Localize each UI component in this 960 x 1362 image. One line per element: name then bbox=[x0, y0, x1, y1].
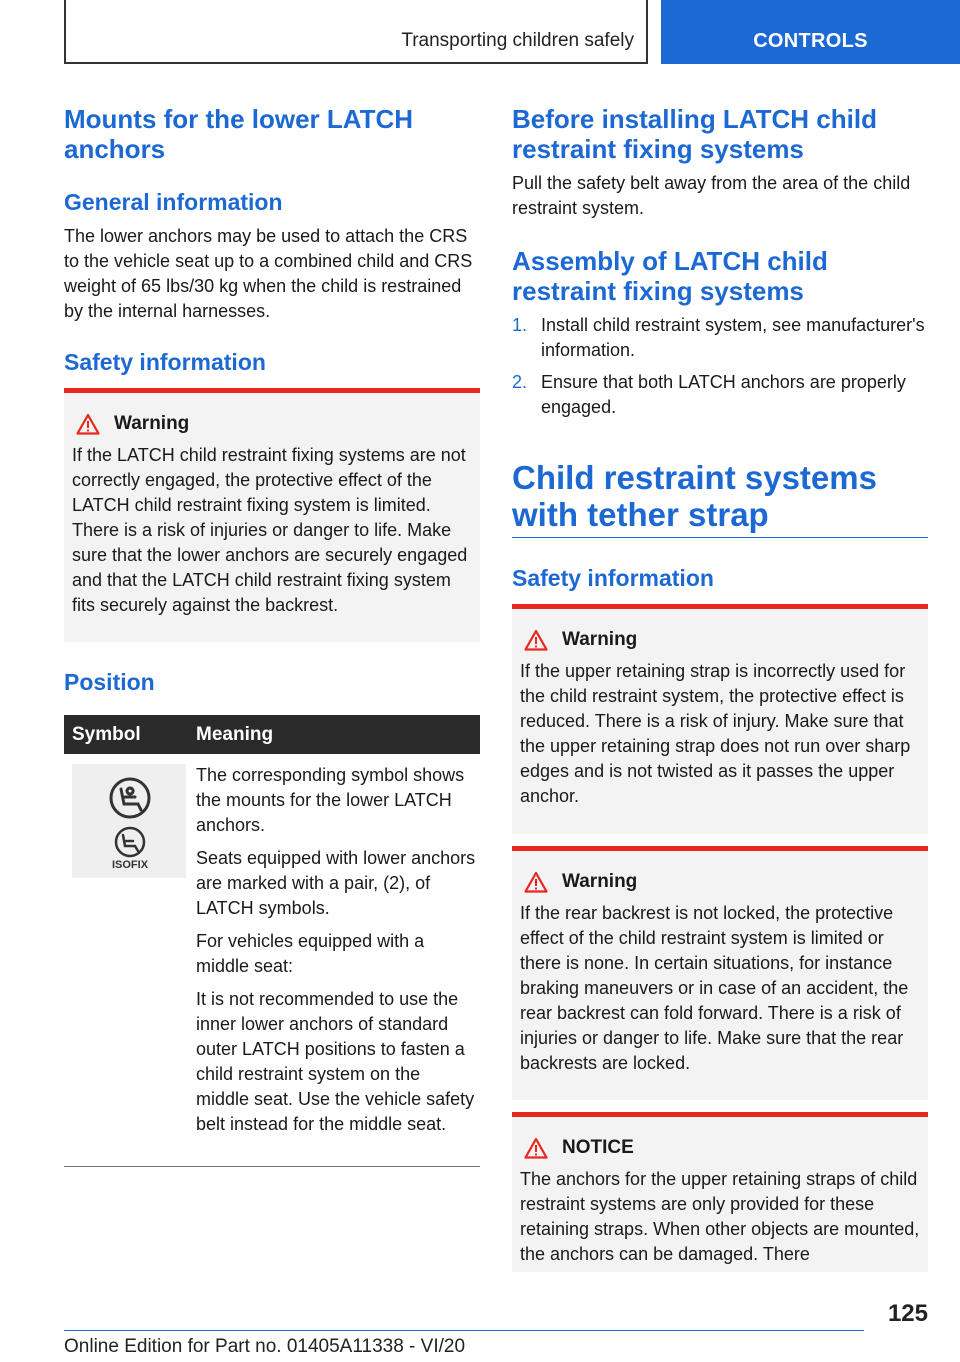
table-meaning-cell bbox=[196, 763, 476, 1145]
notice-box bbox=[512, 1112, 928, 1272]
section-title: Transporting children safely bbox=[401, 30, 634, 51]
meaning-paragraph: It is not recommended to use the inner lower anchors of standard outer LATCH positions to fasten a child restraint system on the middle seat. Use the vehicle safety belt instead for the middle seat. bbox=[196, 989, 475, 1134]
list-item bbox=[512, 313, 928, 363]
isofix-label: ISOFIX bbox=[111, 859, 149, 871]
assembly-heading: Assembly of LATCH child restraint fixing systems bbox=[512, 246, 828, 306]
footer-edition: Online Edition for Part no. 01405A11338 - VI/20 bbox=[64, 1336, 466, 1357]
warning-icon bbox=[524, 629, 548, 651]
before-heading: Before installing LATCH child restraint fixing systems bbox=[512, 104, 877, 164]
general-heading: General information bbox=[64, 189, 283, 215]
step-number: 1. bbox=[512, 315, 528, 335]
warning-icon bbox=[76, 413, 100, 435]
general-text: The lower anchors may be used to attach the CRS to the vehicle seat up to a combined child and CRS weight of 65 lbs/30 kg when the child is restrained by the internal harnesses. bbox=[64, 226, 473, 321]
tether-heading: Child restraint systems with tether strap bbox=[512, 459, 877, 533]
meaning-paragraph: Seats equipped with lower anchors are marked with a pair, (2), of LATCH symbols. bbox=[196, 848, 476, 918]
step-number: 2. bbox=[512, 372, 528, 392]
safety-heading: Safety information bbox=[64, 349, 266, 375]
table-bottom-rule bbox=[64, 1166, 480, 1167]
warning-icon bbox=[524, 871, 548, 893]
warning-box bbox=[512, 604, 928, 834]
step-text: Ensure that both LATCH anchors are properly engaged. bbox=[541, 372, 906, 417]
page-title: Mounts for the lower LATCH anchors bbox=[64, 104, 414, 164]
running-header-section bbox=[64, 0, 648, 64]
running-header-chapter bbox=[661, 0, 960, 64]
child-seat-icon bbox=[72, 764, 186, 878]
warning-text: If the rear backrest is not locked, the protective effect of the child restraint system is limited or there is none. In certain situations, for instance braking maneuvers or in case of an accident, the rear backrest can fold forward. There is a risk of injuries or danger to life. Make sure that the rear backrests are locked. bbox=[520, 903, 909, 1073]
warning-title: Warning bbox=[114, 413, 190, 434]
warning-icon bbox=[524, 1137, 548, 1159]
warning-text: If the upper retaining strap is incorrectly used for the child restraint system, the protective effect is reduced. There is a risk of injury. Make sure that the upper retaining strap does not run over sharp edges and is not twisted as it passes the upper anchor. bbox=[520, 661, 911, 806]
meaning-paragraph: For vehicles equipped with a middle seat: bbox=[196, 931, 425, 976]
page-number: 125 bbox=[887, 1300, 928, 1327]
warning-text: If the LATCH child restraint fixing systems are not correctly engaged, the protective effect of the LATCH child restraint fixing system is limited. There is a risk of injuries or danger to life. Make sure that the lower anchors are securely engaged and that the LATCH child restraint fixing system fits securely against the backrest. bbox=[72, 445, 468, 615]
warning-title: Warning bbox=[562, 871, 638, 892]
heading-rule bbox=[512, 537, 928, 538]
position-heading: Position bbox=[64, 669, 155, 695]
meaning-paragraph: The corresponding symbol shows the mounts for the lower LATCH anchors. bbox=[196, 765, 465, 835]
step-text: Install child restraint system, see manufacturer's information. bbox=[541, 315, 925, 360]
warning-box bbox=[64, 388, 480, 642]
before-text: Pull the safety belt away from the area of the child restraint system. bbox=[512, 173, 911, 218]
notice-text: The anchors for the upper retaining straps of child restraint systems are only provided for these retaining straps. When other objects are mounted, the anchors can be damaged. There bbox=[520, 1169, 920, 1264]
col-meaning: Meaning bbox=[196, 724, 274, 745]
footer-rule bbox=[64, 1330, 864, 1331]
isofix-symbol bbox=[72, 764, 186, 878]
safety-heading-right: Safety information bbox=[512, 565, 714, 591]
list-item bbox=[512, 370, 928, 420]
chapter-title: CONTROLS bbox=[753, 30, 868, 52]
notice-title: NOTICE bbox=[562, 1137, 634, 1158]
warning-title: Warning bbox=[562, 629, 638, 650]
warning-box bbox=[512, 846, 928, 1100]
table-header bbox=[64, 715, 480, 754]
col-symbol: Symbol bbox=[72, 724, 141, 745]
